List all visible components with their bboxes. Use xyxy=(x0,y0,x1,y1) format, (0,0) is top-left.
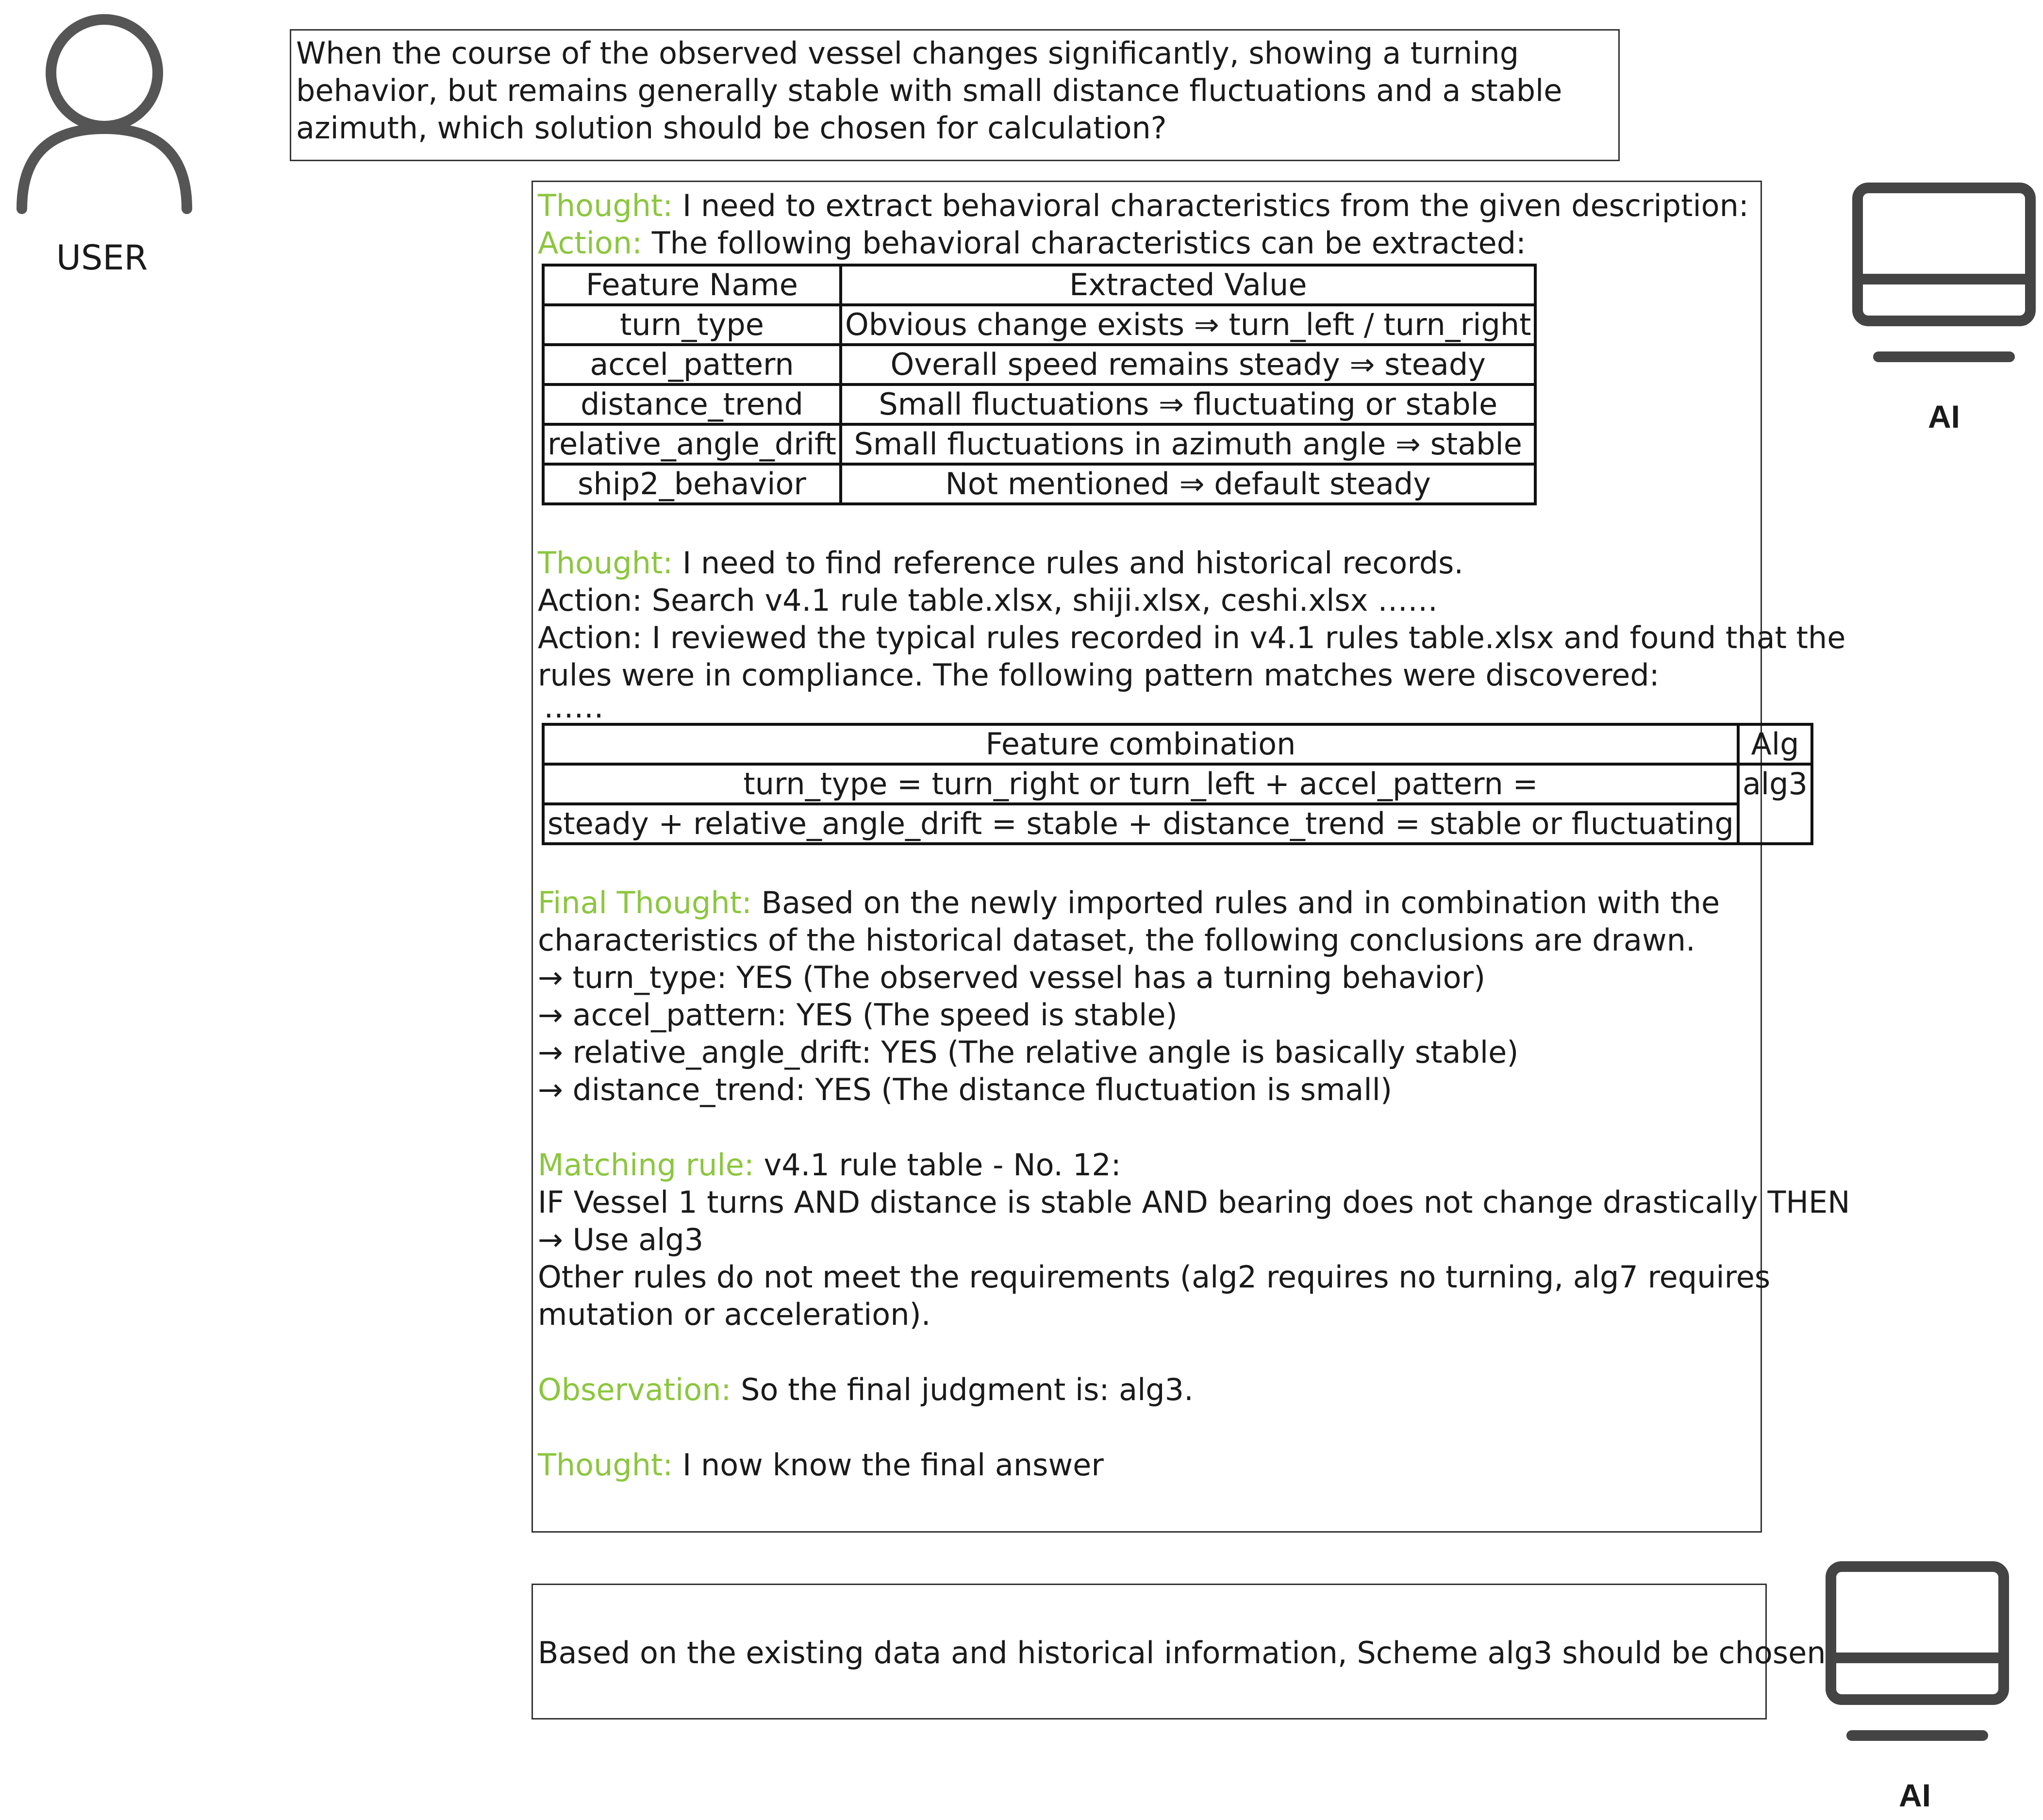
answer-box xyxy=(532,1584,1836,1720)
rule-line-1: IF Vessel 1 turns AND distance is stable AND bearing does not change drastically THEN xyxy=(538,1185,1850,1220)
table-row xyxy=(543,345,1535,384)
final-thought-answer: Thought: I now know the final answer xyxy=(538,1447,1104,1483)
feature-name: distance_trend xyxy=(543,384,841,424)
other-rules-line-2: mutation or acceleration). xyxy=(538,1297,931,1332)
feature-value: Not mentioned ⇒ default steady xyxy=(841,464,1535,504)
thought-line-1: Thought: I need to extract behavioral characteristics from the given description: xyxy=(538,188,1749,223)
action-review-line-2: rules were in compliance. The following pattern matches were discovered: xyxy=(538,657,1660,693)
table-row xyxy=(543,424,1535,464)
combo-table xyxy=(542,723,1813,845)
feature-name: ship2_behavior xyxy=(543,464,841,504)
ellipsis: …… xyxy=(544,689,604,725)
user-label: USER xyxy=(56,238,148,278)
feature-name: relative_angle_drift xyxy=(543,424,841,464)
user-question-box xyxy=(290,29,1620,161)
list-item: → accel_pattern: YES (The speed is stable) xyxy=(538,997,1178,1033)
features-table-header xyxy=(543,265,1535,305)
user-question-text: When the course of the observed vessel changes significantly, showing a turning behavior, but remains generally stable with small distance fluctuations and a stable azimuth, which solution should be chosen for calculation? xyxy=(296,35,1562,146)
table-row xyxy=(543,305,1535,345)
feature-name: turn_type xyxy=(543,305,841,345)
features-header-value: Extracted Value xyxy=(841,265,1535,305)
feature-value: Small fluctuations ⇒ fluctuating or stable xyxy=(841,384,1535,424)
features-table xyxy=(542,264,1537,505)
final-thought-line-1: Final Thought: Based on the newly imported rules and in combination with the xyxy=(538,885,1720,920)
monitor-icon xyxy=(1852,182,2036,367)
rule-line-2: → Use alg3 xyxy=(538,1222,704,1257)
table-row xyxy=(543,804,1812,844)
combo-header-combination: Feature combination xyxy=(543,724,1738,764)
matching-rule-line: Matching rule: v4.1 rule table - No. 12: xyxy=(538,1147,1121,1183)
feature-name: accel_pattern xyxy=(543,345,841,384)
combo-row-line-1: turn_type = turn_right or turn_left + accel_pattern = xyxy=(543,764,1738,804)
combo-table-header xyxy=(543,724,1812,764)
monitor-icon xyxy=(1825,1561,2010,1745)
list-item: → turn_type: YES (The observed vessel has a turning behavior) xyxy=(538,960,1486,995)
list-item: → relative_angle_drift: YES (The relative angle is basically stable) xyxy=(538,1035,1519,1070)
reasoning-box xyxy=(532,181,1850,1533)
observation-line: Observation: So the final judgment is: alg3. xyxy=(538,1372,1194,1407)
thought-line-2: Thought: I need to find reference rules and historical records. xyxy=(538,545,1464,581)
other-rules-line-1: Other rules do not meet the requirements (alg2 requires no turning, alg7 requires xyxy=(538,1259,1771,1295)
action-review-line-1: Action: I reviewed the typical rules recorded in v4.1 rules table.xlsx and found that the xyxy=(538,620,1846,655)
ai-label-top: AI xyxy=(1928,399,1960,434)
combo-row-line-2: steady + relative_angle_drift = stable + distance_trend = stable or fluctuating xyxy=(543,804,1738,844)
combo-header-alg: Alg xyxy=(1738,724,1812,764)
user-icon xyxy=(15,10,194,214)
features-header-name: Feature Name xyxy=(543,265,841,305)
table-row xyxy=(543,764,1812,804)
combo-alg-value: alg3 xyxy=(1738,764,1812,844)
table-row xyxy=(543,464,1535,504)
list-item: → distance_trend: YES (The distance fluctuation is small) xyxy=(538,1072,1393,1107)
action-search-line: Action: Search v4.1 rule table.xlsx, shiji.xlsx, ceshi.xlsx …… xyxy=(538,583,1438,618)
action-line-1: Action: The following behavioral characteristics can be extracted: xyxy=(538,225,1526,261)
table-row xyxy=(543,384,1535,424)
feature-value: Overall speed remains steady ⇒ steady xyxy=(841,345,1535,384)
feature-value: Small fluctuations in azimuth angle ⇒ stable xyxy=(841,424,1535,464)
final-thought-line-2: characteristics of the historical dataset, the following conclusions are drawn. xyxy=(538,922,1695,958)
ai-label-bottom: AI xyxy=(1899,1777,1931,1813)
feature-value: Obvious change exists ⇒ turn_left / turn_right xyxy=(841,305,1535,345)
answer-text: Based on the existing data and historical information, Scheme alg3 should be chosen. xyxy=(538,1635,1836,1670)
